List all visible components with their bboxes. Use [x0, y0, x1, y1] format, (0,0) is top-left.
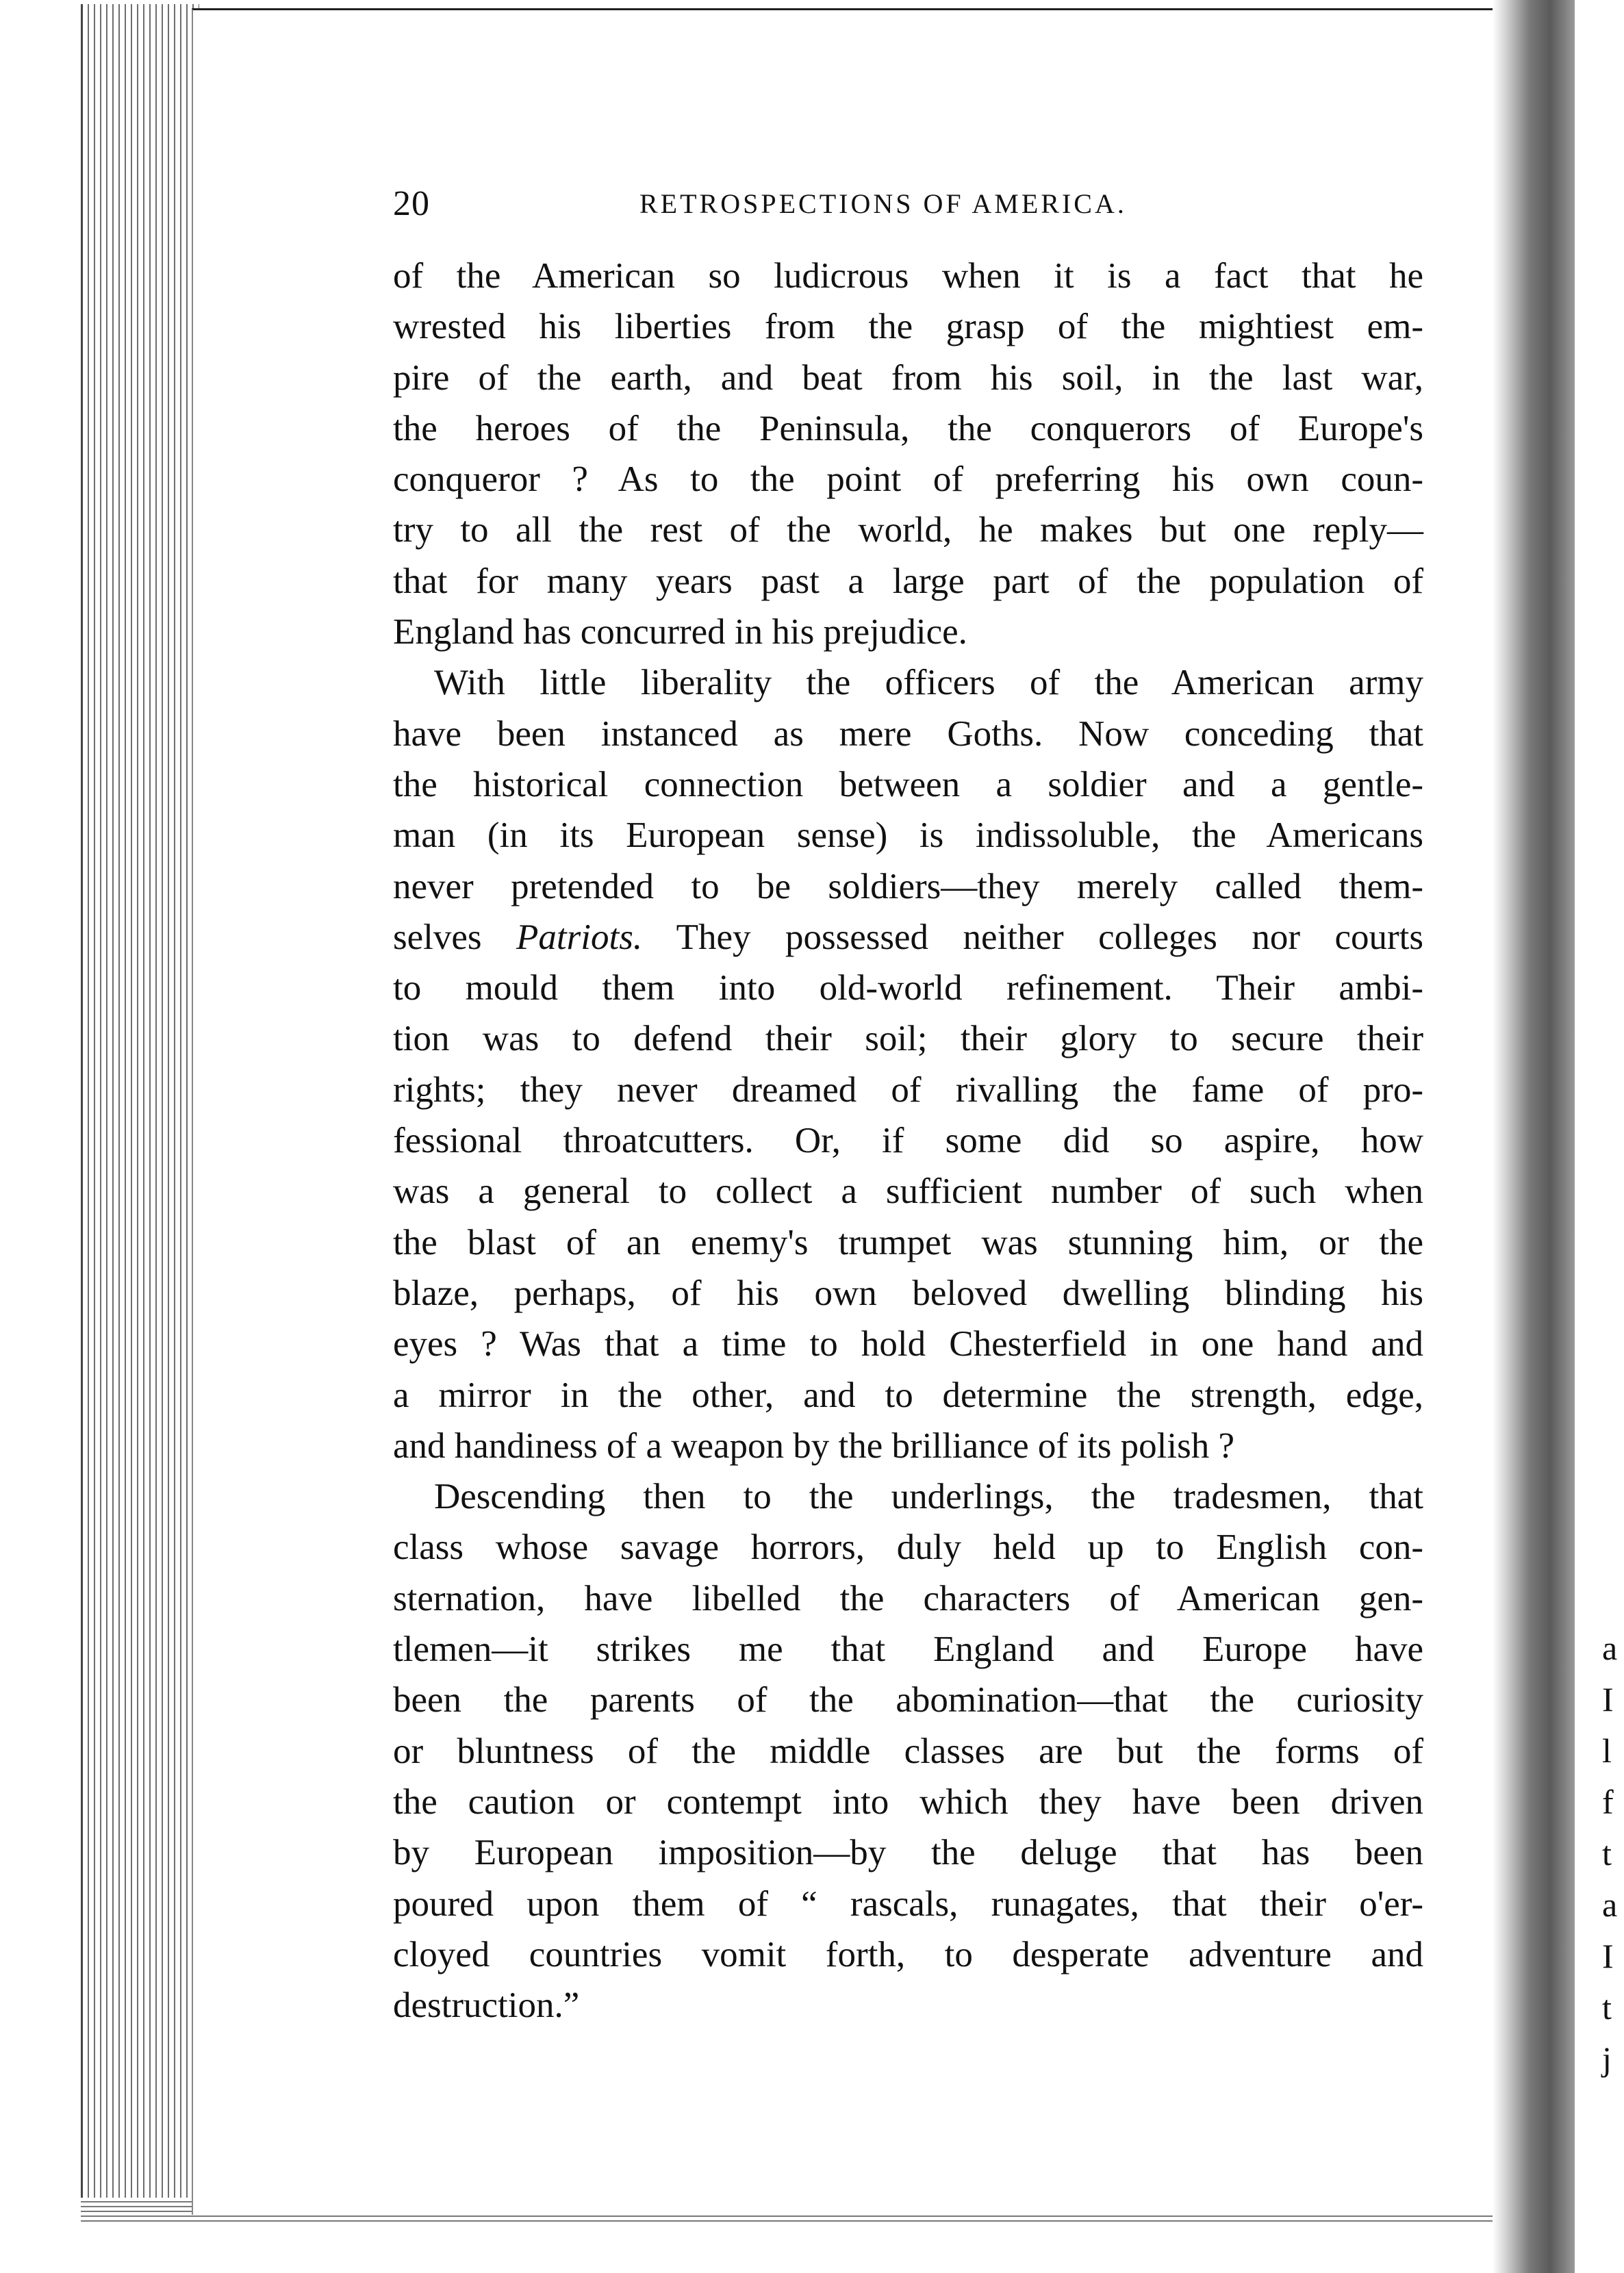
text-line: been the parents of the abomination—that the curiosity	[393, 1680, 1423, 1720]
text-line: class whose savage horrors, duly held up to English con-	[393, 1527, 1423, 1568]
facing-letter: I	[1602, 1937, 1614, 1975]
text-line: and handiness of a weapon by the brilliance of its polish ?	[393, 1425, 1234, 1466]
text-line: that for many years past a large part of the population of	[393, 561, 1423, 601]
text-line: of the American so ludicrous when it is a fact that he	[393, 256, 1423, 296]
text-line: tion was to defend their soil; their glory to secure their	[393, 1019, 1423, 1059]
text-line: or bluntness of the middle classes are but the forms of	[393, 1731, 1423, 1771]
text-segment: They possessed neither colleges nor courts	[642, 917, 1423, 957]
text-line: have been instanced as mere Goths. Now conceding that	[393, 713, 1423, 754]
facing-letter: a	[1602, 1629, 1618, 1667]
text-line: poured upon them of “ rascals, runagates, that their o'er-	[393, 1883, 1423, 1924]
text-line: wrested his liberties from the grasp of the mightiest em-	[393, 307, 1423, 347]
facing-letter: t	[1602, 1834, 1612, 1872]
text-line: Descending then to the underlings, the tradesmen, that	[434, 1477, 1423, 1517]
text-line: the blast of an enemy's trumpet was stunning him, or the	[393, 1222, 1423, 1262]
text-line: to mould them into old-world refinement. Their ambi-	[393, 968, 1423, 1008]
text-line: cloyed countries vomit forth, to desperate adventure and	[393, 1934, 1423, 1974]
text-line: With little liberality the officers of the American army	[434, 663, 1423, 703]
book-gutter-shadow	[1493, 0, 1575, 2273]
text-line: conqueror ? As to the point of preferring his own coun-	[393, 459, 1423, 500]
body-text	[393, 251, 1423, 2031]
facing-page-letters	[1602, 1623, 1623, 2085]
italic-word-patriots: Patriots.	[516, 917, 643, 957]
running-title: RETROSPECTIONS OF AMERICA.	[639, 188, 1127, 219]
text-line: tlemen—it strikes me that England and Europe have	[393, 1629, 1423, 1670]
text-line: a mirror in the other, and to determine the strength, edge,	[393, 1375, 1423, 1415]
text-line: the historical connection between a soldier and a gentle-	[393, 764, 1423, 804]
text-line: try to all the rest of the world, he makes but one reply—	[393, 510, 1423, 550]
text-line: pire of the earth, and beat from his soil, in the last war,	[393, 357, 1423, 398]
text-line: sternation, have libelled the characters of American gen-	[393, 1578, 1423, 1618]
facing-letter: t	[1602, 1988, 1612, 2027]
facing-letter: a	[1602, 1885, 1618, 1924]
text-line: England has concurred in his prejudice.	[393, 612, 967, 652]
text-line: by European imposition—by the deluge that has been	[393, 1833, 1423, 1873]
text-line: never pretended to be soldiers—they merely called them-	[393, 866, 1423, 906]
facing-letter: f	[1602, 1783, 1614, 1821]
text-line: was a general to collect a sufficient number of such when	[393, 1171, 1423, 1212]
facing-letter: I	[1602, 1680, 1614, 1718]
page-edges	[81, 4, 199, 2215]
page-number: 20	[393, 184, 430, 223]
text-line: eyes ? Was that a time to hold Chesterfield in one hand and	[393, 1324, 1423, 1364]
text-line: fessional throatcutters. Or, if some did so aspire, how	[393, 1121, 1423, 1161]
text-line: destruction.”	[393, 1985, 580, 2026]
text-line: man (in its European sense) is indissoluble, the Americans	[393, 815, 1423, 856]
text-line: the heroes of the Peninsula, the conquerors of Europe's	[393, 408, 1423, 448]
text-line: the caution or contempt into which they have been driven	[393, 1781, 1423, 1822]
text-line: blaze, perhaps, of his own beloved dwelling blinding his	[393, 1273, 1423, 1313]
facing-letter: l	[1602, 1731, 1612, 1770]
facing-letter: j	[1602, 2040, 1612, 2078]
text-line-with-emphasis	[393, 912, 1423, 963]
text-line: rights; they never dreamed of rivalling the fame of pro-	[393, 1069, 1423, 1110]
text-segment: selves	[393, 917, 517, 957]
page-header	[393, 183, 1423, 238]
